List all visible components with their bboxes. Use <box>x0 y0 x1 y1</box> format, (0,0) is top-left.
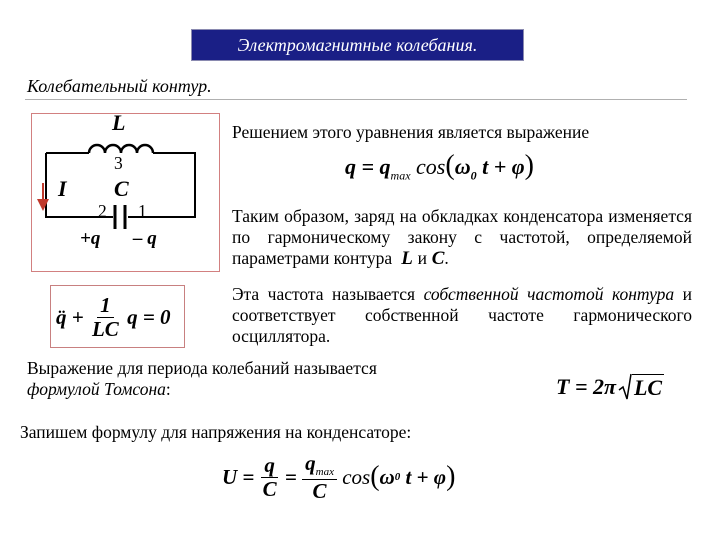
node-3-label: 3 <box>114 153 123 173</box>
inductor-label: L <box>112 110 126 135</box>
period-text: Выражение для периода колебаний называется формулой Томсона: <box>27 358 377 399</box>
inductor-coil <box>89 145 153 153</box>
node-1-label: 1 <box>138 201 147 221</box>
slide-subtitle: Колебательный контур. <box>27 76 212 96</box>
capacitor-label: C <box>114 176 129 201</box>
charge-minus-label: – q <box>133 228 157 249</box>
explanation-text: Таким образом, заряд на обкладках конденсатора изменяется по гармоническому закону с частотой, определяемой параметрами контура L и C. <box>232 206 692 269</box>
thomson-formula: T = 2π LC <box>556 374 663 400</box>
voltage-intro: Запишем формулу для напряжения на конденсаторе: <box>20 422 412 442</box>
node-2-label: 2 <box>98 201 107 221</box>
solution-intro: Решением этого уравнения является выражение <box>232 122 590 142</box>
voltage-formula: U = $\frac{q}{C}$ = $\frac{q_{max}}{C}$ cos ( ω 0 t + φ ) <box>222 451 456 503</box>
current-arrow <box>37 199 49 211</box>
current-label: I <box>58 176 67 201</box>
slide-title: Электромагнитные колебания. <box>191 29 524 61</box>
natural-frequency-text: Эта частота называется собственной частотой контура и соответствует собственной частоте гармонического осциллятора. <box>232 284 693 346</box>
charge-plus-label: +q <box>80 228 101 249</box>
oscillator-equation: q̈ + $\frac{1}{LC}$ q = 0 <box>56 293 171 341</box>
charge-solution-formula: $q = q_{max}$ $\cos(\omega_0$ t + φ) <box>345 150 534 183</box>
divider <box>25 99 687 100</box>
